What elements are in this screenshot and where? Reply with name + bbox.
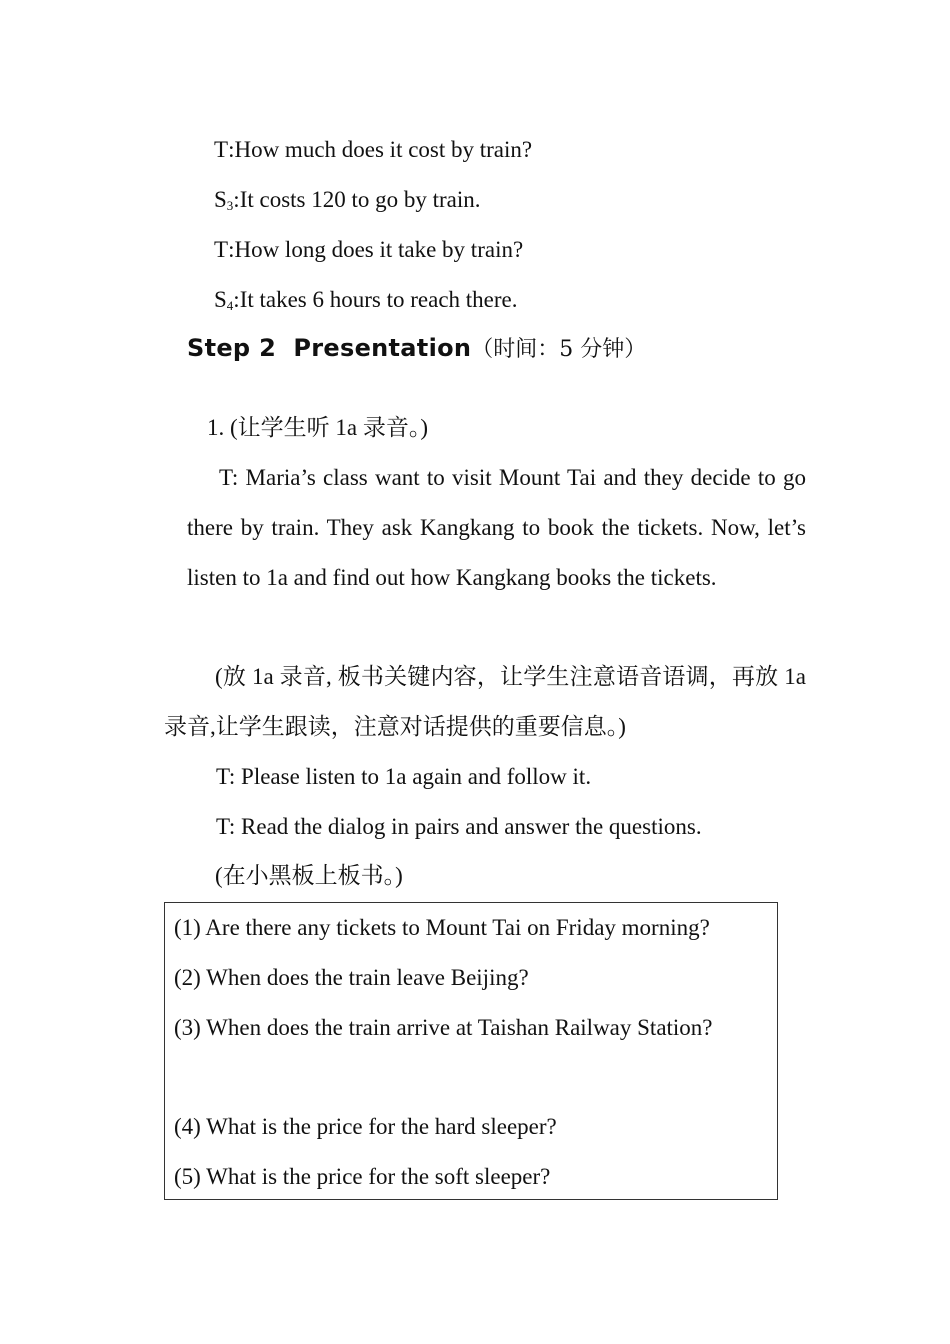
dialog-text: It costs 120 to go by train.: [239, 187, 481, 212]
teacher-line-read: T: Read the dialog in pairs and answer the questions.: [216, 814, 702, 839]
blackboard-note: (在小黑板上板书。): [215, 863, 403, 888]
speaker-label: $S_3$:: [214, 187, 240, 213]
item-1: 1. (让学生听 1a 录音。): [207, 415, 429, 440]
question-4: (4) What is the price for the hard sleeper?: [174, 1114, 557, 1139]
teacher-line-follow: T: Please listen to 1a again and follow it.: [216, 764, 592, 789]
dialog-line-1: [214, 135, 532, 171]
dialog-line-4: [214, 285, 518, 321]
speaker-label: T:: [214, 237, 235, 262]
speaker-label: T:: [214, 137, 235, 162]
step-heading: [187, 333, 646, 365]
dialog-text: It takes 6 hours to reach there.: [239, 287, 518, 312]
teacher-paragraph: T: Maria’s class want to visit Mount Tai and they decide to go there by train. They ask Kangkang to book the tickets. Now, let’s listen to 1a and find out how Kangkang books the tickets.: [187, 465, 806, 590]
question-2: (2) When does the train leave Beijing?: [174, 965, 529, 990]
question-3: (3) When does the train arrive at Taishan Railway Station?: [174, 1015, 713, 1040]
speaker-label: $S_4$:: [214, 287, 240, 313]
dialog-line-2: [214, 185, 481, 221]
question-5: (5) What is the price for the soft sleeper?: [174, 1164, 551, 1189]
dialog-text: How long does it take by train?: [234, 237, 524, 262]
dialog-text: How much does it cost by train?: [234, 137, 533, 162]
step-title: Step 2 Presentation: [187, 334, 472, 362]
instruction-paragraph: (放 1a 录音, 板书关键内容，让学生注意语音语调，再放 1a 录音,让学生跟读，注意对话提供的重要信息。): [164, 664, 806, 739]
questions-box: [164, 902, 778, 1200]
question-1: (1) Are there any tickets to Mount Tai on Friday morning?: [174, 915, 710, 940]
step-time-note: （时间：5 分钟）: [471, 337, 647, 362]
dialog-line-3: [214, 235, 523, 271]
